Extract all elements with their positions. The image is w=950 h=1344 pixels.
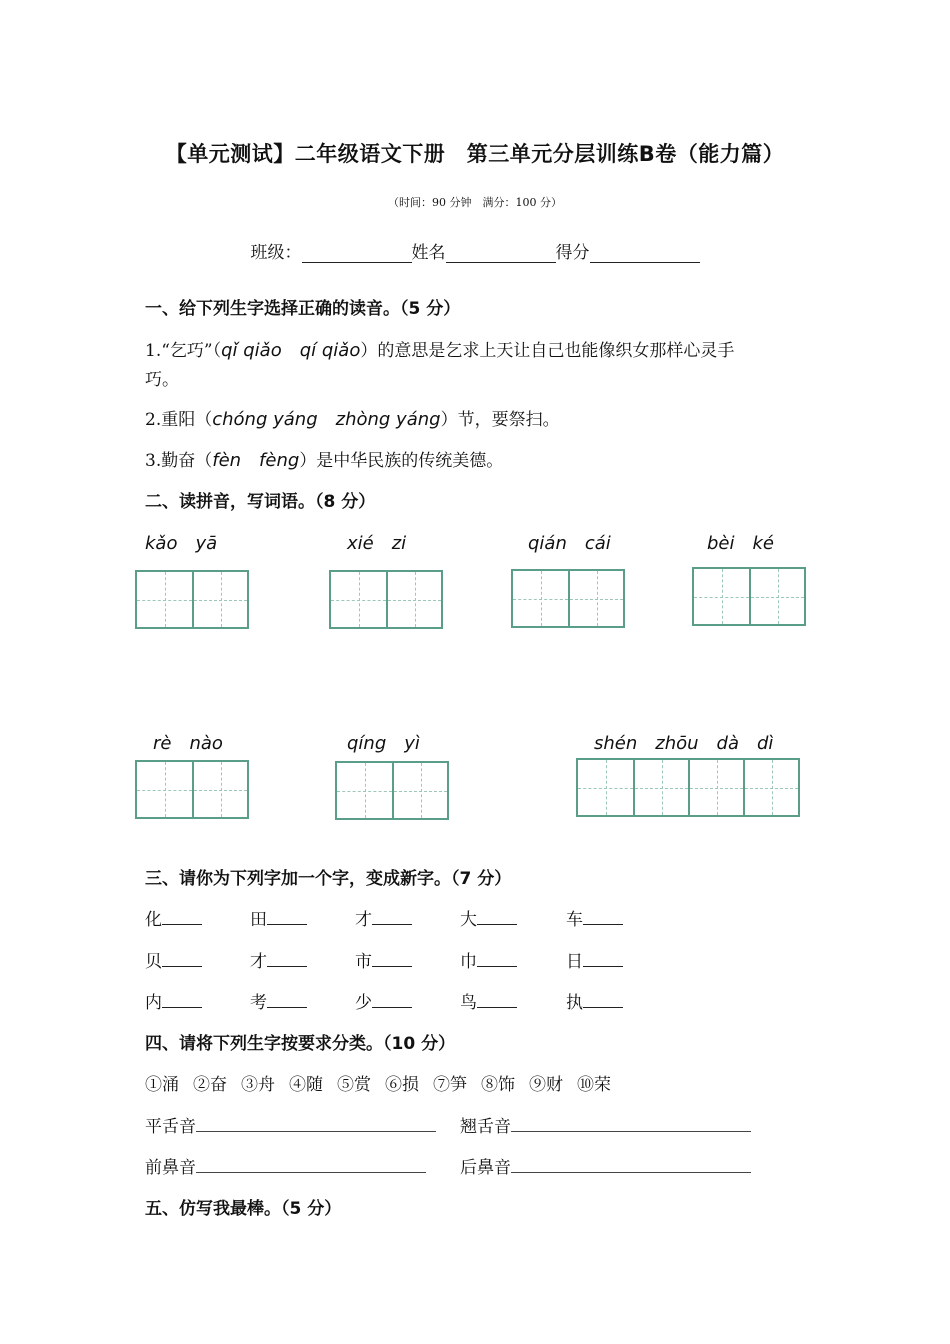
character-options [145, 1070, 625, 1095]
section3-heading: 三、请你为下列字加一个字，变成新字。（7 分） [145, 869, 512, 889]
section1-heading: 一、给下列生字选择正确的读音。（5 分） [145, 299, 461, 319]
option: ②奋 [193, 1075, 227, 1095]
q3-text: 3.勤奋（ [145, 451, 213, 471]
word-pinyin: xié zi [347, 533, 407, 554]
word-pinyin: qíng yì [347, 733, 420, 754]
word-pinyin: shén zhōu dà dì [594, 733, 774, 754]
option: ⑤赏 [337, 1075, 371, 1095]
student-info [0, 238, 950, 263]
char-item[interactable]: 执 [566, 988, 623, 1013]
section2-heading: 二、读拼音，写词语。（8 分） [145, 492, 376, 512]
option: ⑦笋 [433, 1075, 467, 1095]
char-item[interactable]: 日 [566, 947, 623, 972]
word-pinyin: rè nào [153, 733, 223, 754]
writing-grid[interactable] [329, 570, 443, 629]
word-pinyin: bèi ké [707, 533, 774, 554]
char-item[interactable]: 化 [145, 905, 202, 930]
writing-grid[interactable] [511, 569, 625, 628]
char-item[interactable]: 巾 [460, 947, 517, 972]
char-item[interactable]: 贝 [145, 947, 202, 972]
option: ③舟 [241, 1075, 275, 1095]
writing-grid[interactable] [576, 758, 800, 817]
name-label: 姓名 [411, 243, 446, 263]
char-item[interactable]: 鸟 [460, 988, 517, 1013]
class-blank[interactable] [302, 244, 412, 263]
char-item[interactable]: 少 [355, 988, 412, 1013]
writing-grid[interactable] [692, 567, 806, 626]
back-nasal-answer[interactable]: 后鼻音 [460, 1153, 751, 1178]
q2-pinyin-options[interactable]: chóng yáng zhòng yáng [212, 409, 441, 430]
option: ①涌 [145, 1075, 179, 1095]
option: ⑨财 [529, 1075, 563, 1095]
option: ④随 [289, 1075, 323, 1095]
section1-question1-cont: 巧。 [145, 370, 179, 390]
char-item[interactable]: 车 [566, 905, 623, 930]
exam-meta: （时间：90 分钟 满分：100 分） [388, 196, 562, 209]
section1-question3 [145, 446, 503, 472]
writing-grid[interactable] [135, 760, 249, 819]
section5-heading: 五、仿写我最棒。（5 分） [145, 1199, 342, 1219]
section1-question2 [145, 405, 560, 431]
char-item[interactable]: 才 [250, 947, 307, 972]
class-label: 班级： [250, 243, 302, 263]
char-item[interactable]: 才 [355, 905, 412, 930]
section1-question1 [145, 336, 734, 362]
char-item[interactable]: 市 [355, 947, 412, 972]
q2-text: 2.重阳（ [145, 410, 213, 430]
option: ⑩荣 [577, 1075, 611, 1095]
option: ⑧饰 [481, 1075, 515, 1095]
writing-grid[interactable] [335, 761, 449, 820]
option: ⑥损 [385, 1075, 419, 1095]
front-nasal-answer[interactable]: 前鼻音 [145, 1153, 426, 1178]
writing-grid[interactable] [135, 570, 249, 629]
q3-pinyin-options[interactable]: fèn fèng [212, 450, 300, 471]
score-label: 得分 [555, 243, 590, 263]
word-pinyin: kǎo yā [145, 533, 218, 554]
retroflex-answer[interactable]: 翘舌音 [460, 1112, 751, 1137]
q1-pinyin-options[interactable]: qǐ qiǎo qí qiǎo [221, 340, 361, 361]
score-blank[interactable] [590, 244, 700, 263]
q2-text-after: ）节，要祭扫。 [440, 410, 560, 430]
q1-text: 1.“乞巧”（ [145, 341, 222, 361]
name-blank[interactable] [446, 244, 556, 263]
q3-text-after: ）是中华民族的传统美德。 [299, 451, 504, 471]
word-pinyin: qián cái [528, 533, 611, 554]
section4-heading: 四、请将下列生字按要求分类。（10 分） [145, 1034, 456, 1054]
char-item[interactable]: 内 [145, 988, 202, 1013]
flat-tongue-answer[interactable]: 平舌音 [145, 1112, 436, 1137]
q1-text-after: ）的意思是乞求上天让自己也能像织女那样心灵手 [360, 341, 735, 361]
page-title: 【单元测试】二年级语文下册 第三单元分层训练B卷（能力篇） [165, 142, 785, 166]
char-item[interactable]: 考 [250, 988, 307, 1013]
char-item[interactable]: 大 [460, 905, 517, 930]
char-item[interactable]: 田 [250, 905, 307, 930]
